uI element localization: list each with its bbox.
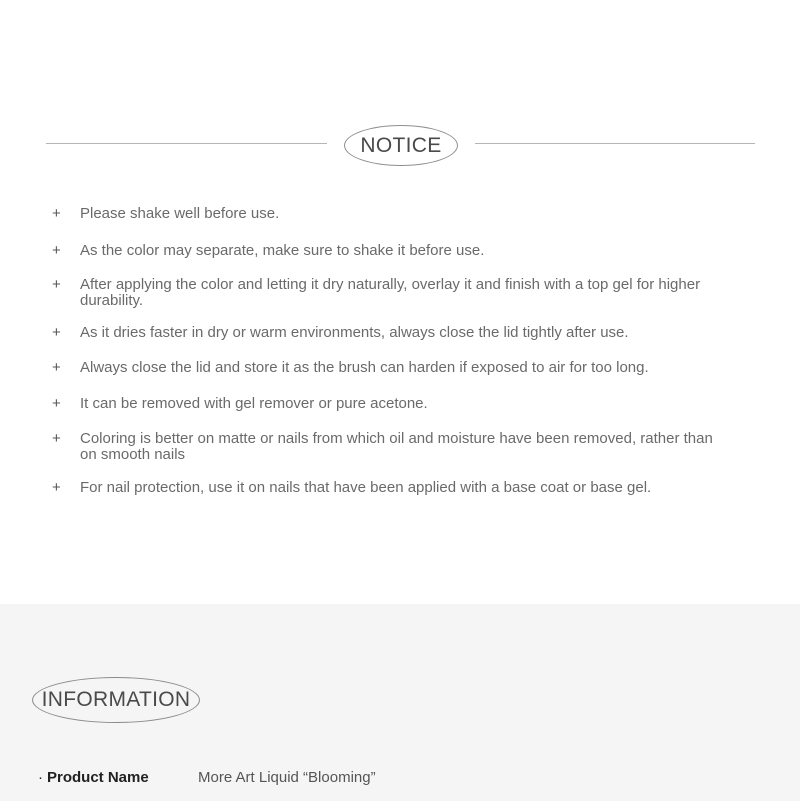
notice-item-text: For nail protection, use it on nails that have been applied with a base coat or base gel.: [80, 479, 652, 496]
info-label: Product Name: [47, 769, 149, 786]
plus-icon: +: [52, 242, 61, 259]
notice-item-text: After applying the color and letting it dry naturally, overlay it and finish with a top gel for higher durability.: [80, 276, 701, 309]
information-section: [0, 604, 800, 801]
plus-icon: +: [52, 395, 61, 412]
plus-icon: +: [52, 324, 61, 341]
plus-icon: +: [52, 430, 61, 447]
info-row-product-name: [38, 769, 778, 789]
notice-title: NOTICE: [344, 125, 458, 166]
notice-item-text: Coloring is better on matte or nails from which oil and moisture have been removed, rather than on smooth nails: [80, 430, 713, 463]
information-title: INFORMATION: [32, 677, 200, 723]
plus-icon: +: [52, 479, 61, 496]
notice-item-text: Always close the lid and store it as the brush can harden if exposed to air for too long.: [80, 359, 649, 376]
notice-item-text: Please shake well before use.: [80, 205, 280, 222]
info-value: More Art Liquid “Blooming”: [198, 769, 376, 786]
plus-icon: +: [52, 276, 61, 293]
bullet-icon: ·: [38, 769, 43, 786]
plus-icon: +: [52, 205, 61, 222]
notice-item-text: It can be removed with gel remover or pure acetone.: [80, 395, 428, 412]
notice-item-text: As the color may separate, make sure to shake it before use.: [80, 242, 485, 259]
plus-icon: +: [52, 359, 61, 376]
notice-item-text: As it dries faster in dry or warm environments, always close the lid tightly after use.: [80, 324, 629, 341]
